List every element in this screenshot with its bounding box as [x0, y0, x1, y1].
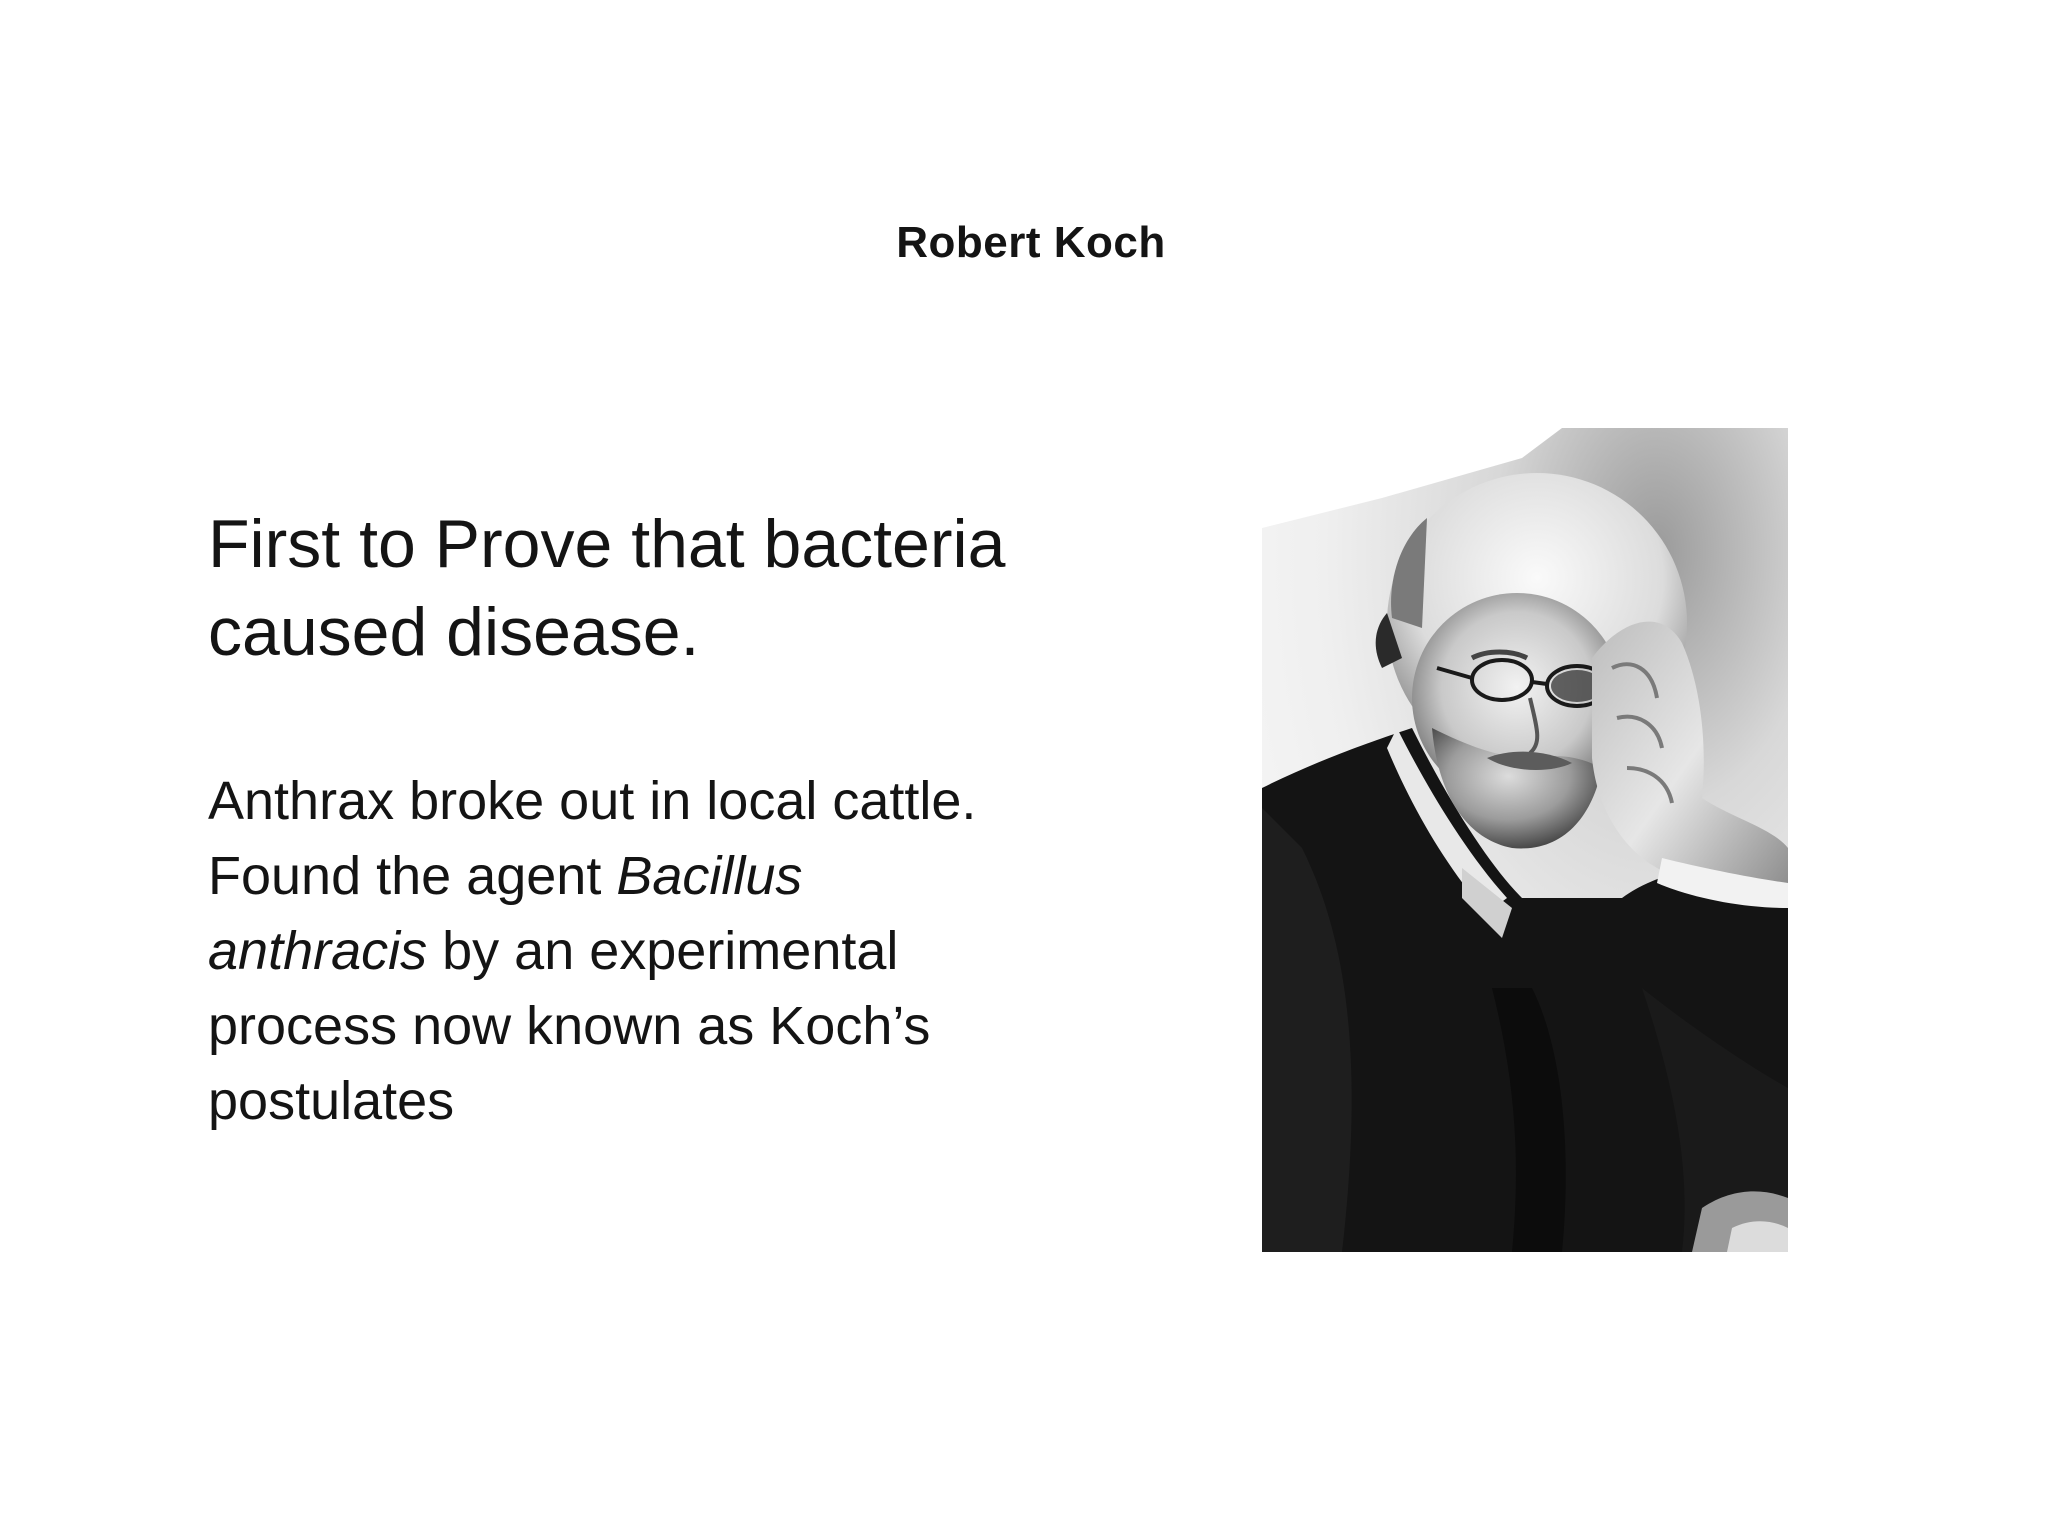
heading-line-1: First to Prove that bacteria — [208, 506, 1006, 582]
body-line-2-text: Found the agent — [208, 846, 617, 906]
body-line-3-italic: anthracis — [208, 921, 428, 981]
portrait-photo — [1262, 428, 1788, 1252]
portrait-photo-icon — [1262, 428, 1788, 1252]
body-line-2-italic: Bacillus — [616, 846, 803, 906]
body-line-3 — [208, 914, 1148, 989]
body-line-5: postulates — [208, 1071, 455, 1131]
body-line-4: process now known as Koch’s — [208, 996, 931, 1056]
slide-heading — [208, 500, 1108, 676]
body-line-2 — [208, 839, 1148, 914]
body-line-1: Anthrax broke out in local cattle. — [208, 771, 977, 831]
slide-title: Robert Koch — [896, 218, 1166, 267]
heading-line-2: caused disease. — [208, 594, 700, 670]
body-line-3-text: by an experimental — [427, 921, 899, 981]
slide-body — [208, 764, 1148, 1139]
